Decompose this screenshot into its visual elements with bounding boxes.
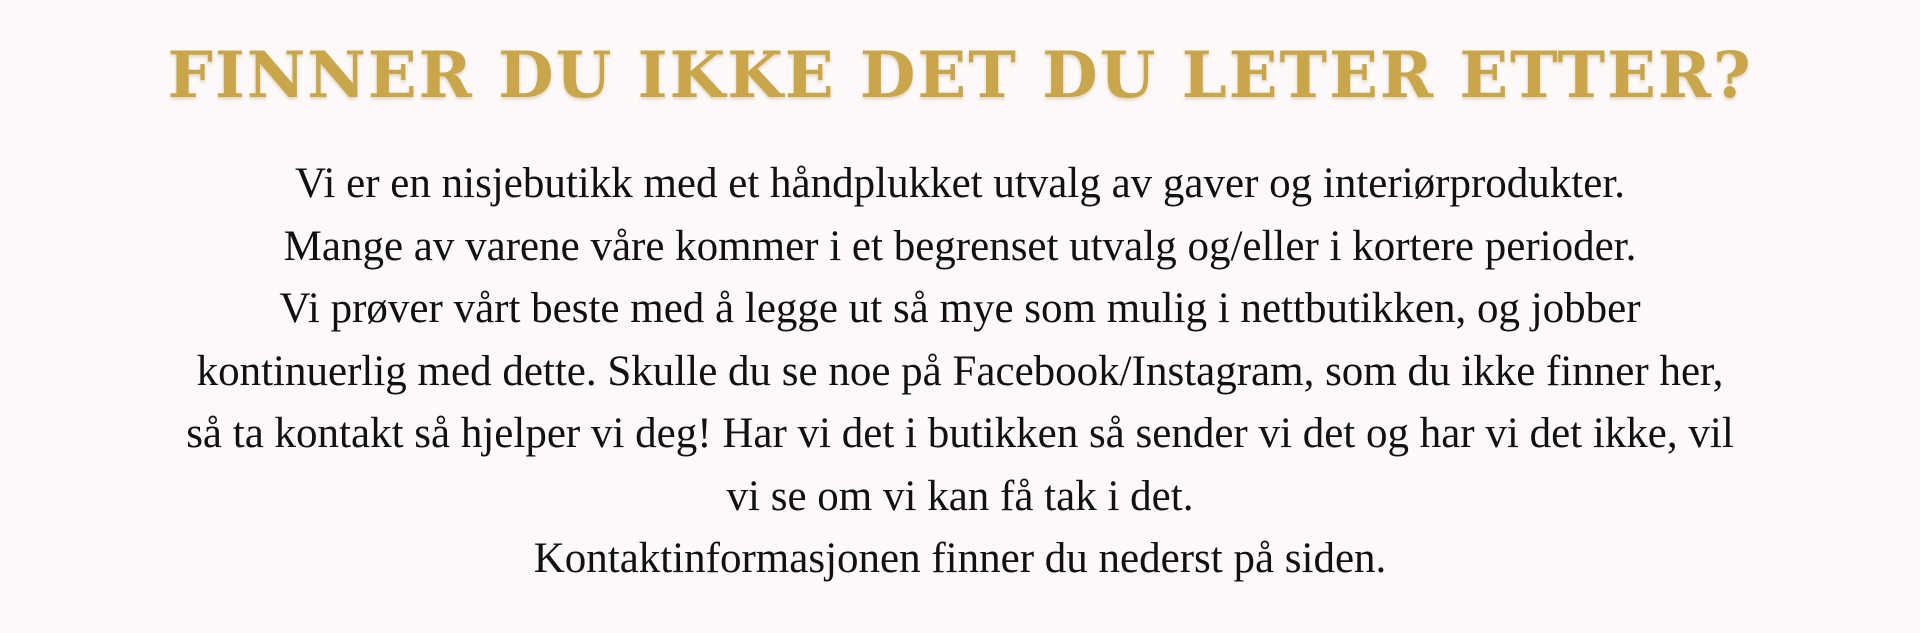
body-line: Kontaktinformasjonen finner du nederst på siden. [533, 535, 1387, 582]
body-line: Vi er en nisjebutikk med et håndplukket utvalg av gaver og interiørprodukter. [294, 160, 1626, 207]
body-line: så ta kontakt så hjelper vi deg! Har vi det i butikken så sender vi det og har vi det ikke, vil [186, 410, 1734, 457]
body-line: kontinuerlig med dette. Skulle du se noe på Facebook/Instagram, som du ikke finner her, [196, 347, 1724, 395]
banner-heading: FINNER DU IKKE DET DU LETER ETTER? [167, 38, 1753, 113]
body-line: Vi prøver vårt beste med å legge ut så mye som mulig i nettbutikken, og jobber [279, 285, 1641, 332]
body-line: Mange av varene våre kommer i et begrenset utvalg og/eller i kortere perioder. [283, 222, 1637, 270]
body-line: vi se om vi kan få tak i det. [726, 472, 1194, 520]
banner-body [0, 153, 1920, 591]
